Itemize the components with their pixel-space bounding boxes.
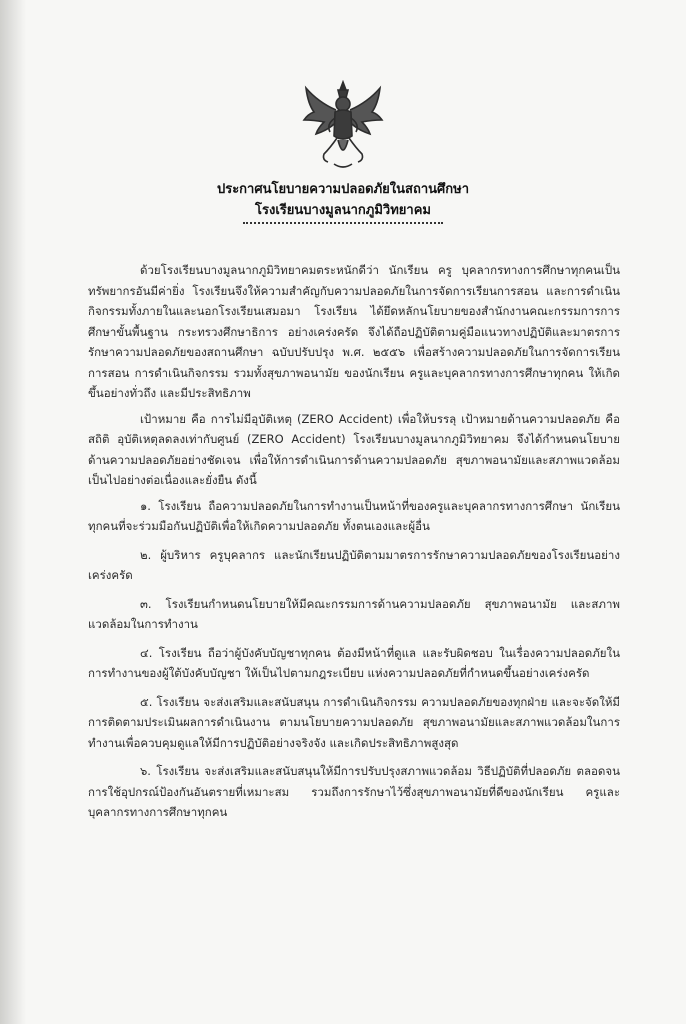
policy-item-3: ๓. โรงเรียนกำหนดนโยบายให้มีคณะกรรมการด้านความปลอดภัย สุขภาพอนามัย และสภาพแวดล้อมในการทำงาน — [88, 596, 620, 631]
policy-item-5: ๕. โรงเรียน จะส่งเสริมและสนับสนุน การดำเนินกิจกรรม ความปลอดภัยของทุกฝ่าย และจะจัดให้มีการติดตามประเมินผลการดำเนินงาน ตามนโยบายความปลอดภัย สุขภาพอนามัยและสภาพแวดล้อมในการทำงานเพื่อควบคุมดูแลให้มีการปฏิบัติอย่างจริงจัง และเกิดประสิทธิภาพสูงสุด — [88, 694, 620, 750]
garuda-emblem-icon — [300, 80, 386, 172]
school-name: โรงเรียนบางมูลนากภูมิวิทยาคม — [255, 203, 431, 218]
paragraph-goal: เป้าหมาย คือ การไม่มีอุบัติเหตุ (ZERO Accident) เพื่อให้บรรลุ เป้าหมายด้านความปลอดภัย คือ สถิติ อุบัติเหตุลดลงเท่ากับศูนย์ (ZERO Accident) โรงเรียนบางมูลนากภูมิวิทยาคม จึงได้กำหนดนโยบายด้านความปลอดภัยอย่างชัดเจน เพื่อให้การดำเนินการด้านความปลอดภัย สุขภาพอนามัยและสภาพแวดล้อมเป็นไปอย่างต่อเนื่องและยั่งยืน ดังนี้ — [88, 411, 620, 487]
document-title: ประกาศนโยบายความปลอดภัยในสถานศึกษา — [216, 182, 470, 197]
policy-item-6: ๖. โรงเรียน จะส่งเสริมและสนับสนุนให้มีการปรับปรุงสภาพแวดล้อม วิธีปฏิบัติที่ปลอดภัย ตลอดจนการใช้อุปกรณ์ป้องกันอันตรายที่เหมาะสม รวมถึงการรักษาไว้ซึ่งสุขภาพอนามัยที่ดีของนักเรียน ครูและบุคลากรทางการศึกษาทุกคน — [88, 764, 620, 819]
document-body — [88, 260, 620, 831]
page-edge-shadow — [0, 0, 26, 1024]
policy-item-4: ๔. โรงเรียน ถือว่าผู้บังคับบัญชาทุกคน ต้องมีหน้าที่ดูแล และรับผิดชอบ ในเรื่องความปลอดภัยในการทำงานของผู้ใต้บังคับบัญชา ให้เป็นไปตามกฎระเบียบ แห่งความปลอดภัยที่กำหนดขึ้นอย่างเคร่งครัด — [88, 645, 620, 680]
policy-item-2: ๒. ผู้บริหาร ครูบุคลากร และนักเรียนปฏิบัติตามมาตรการรักษาความปลอดภัยของโรงเรียนอย่างเคร่งครัด — [88, 547, 620, 582]
dotted-divider — [243, 222, 443, 224]
paragraph-intro: ด้วยโรงเรียนบางมูลนากภูมิวิทยาคมตระหนักดีว่า นักเรียน ครู บุคลากรทางการศึกษาทุกคนเป็นทรัพยากรอันมีค่ายิ่ง โรงเรียนจึงให้ความสำคัญกับความปลอดภัยในการจัดการเรียนการสอน และการดำเนินกิจกรรมทั้งภายในและนอกโรงเรียนเสมอมา โรงเรียน ได้ยึดหลักนโยบายของสำนักงานคณะกรรมการการศึกษาขั้นพื้นฐาน กระทรวงศึกษาธิการ อย่างเคร่งครัด จึงได้ถือปฏิบัติตามคู่มือแนวทางปฏิบัติและมาตรการรักษาความปลอดภัยของสถานศึกษา ฉบับปรับปรุง พ.ศ. ๒๕๕๖ เพื่อสร้างความปลอดภัยในการจัดการเรียนการสอน การดำเนินกิจกรรม รวมทั้งสุขภาพอนามัย ของนักเรียน ครูและบุคลากรทางการศึกษาทุกคน ให้เกิดขึ้นอย่างทั่วถึง และมีประสิทธิภาพ — [88, 263, 620, 400]
policy-item-1: ๑. โรงเรียน ถือความปลอดภัยในการทำงานเป็นหน้าที่ของครูและบุคลากรทางการศึกษา นักเรียนทุกคนที่จะร่วมมือกันปฏิบัติเพื่อให้เกิดความปลอดภัย ทั้งตนเองและผู้อื่น — [88, 498, 620, 533]
